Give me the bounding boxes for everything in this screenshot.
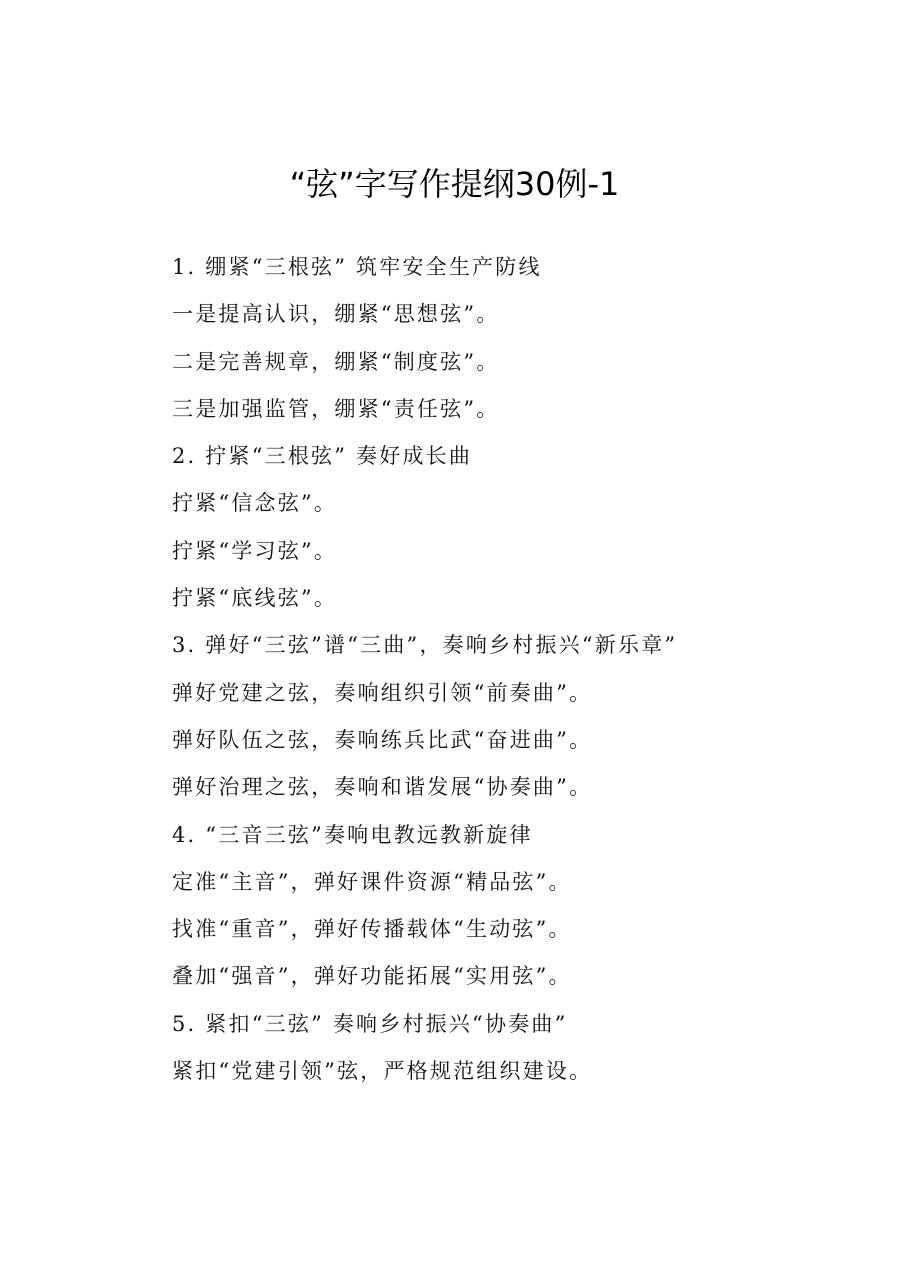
paragraph-line: 拧紧“信念弦”。 — [172, 491, 338, 516]
paragraph-line: 定准“主音”，弹好课件资源“精品弦”。 — [172, 869, 572, 894]
paragraph-line: 弹好治理之弦，奏响和谐发展“协奏曲”。 — [172, 775, 593, 800]
paragraph-line: 二是完善规章，绷紧“制度弦”。 — [172, 349, 500, 374]
paragraph-line: 一是提高认识，绷紧“思想弦”。 — [172, 302, 500, 327]
heading-2: 2. 拧紧“三根弦” 奏好成长曲 — [172, 444, 473, 469]
paragraph-line: 找准“重音”，弹好传播载体“生动弦”。 — [172, 917, 572, 942]
heading-1: 1. 绷紧“三根弦” 筑牢安全生产防线 — [172, 255, 542, 279]
paragraph-line: 弹好队伍之弦，奏响练兵比武“奋进曲”。 — [172, 727, 593, 752]
document-body — [172, 244, 832, 1095]
heading-5: 5. 紧扣“三弦” 奏响乡村振兴“协奏曲” — [172, 1011, 568, 1036]
heading-3: 3. 弹好“三弦”谱“三曲”，奏响乡村振兴“新乐章” — [172, 633, 678, 658]
document-title: “弦”字写作提纲30例-1 — [289, 165, 620, 203]
paragraph-line: 叠加“强音”，弹好功能拓展“实用弦”。 — [172, 964, 572, 989]
heading-4: 4. “三音三弦”奏响电教远教新旋律 — [172, 822, 533, 847]
paragraph-line: 拧紧“底线弦”。 — [172, 586, 338, 611]
paragraph-line: 弹好党建之弦，奏响组织引领“前奏曲”。 — [172, 680, 593, 705]
paragraph-line: 拧紧“学习弦”。 — [172, 538, 338, 563]
paragraph-line: 紧扣“党建引领”弦，严格规范组织建设。 — [172, 1059, 593, 1084]
paragraph-line: 三是加强监管，绷紧“责任弦”。 — [172, 396, 500, 421]
